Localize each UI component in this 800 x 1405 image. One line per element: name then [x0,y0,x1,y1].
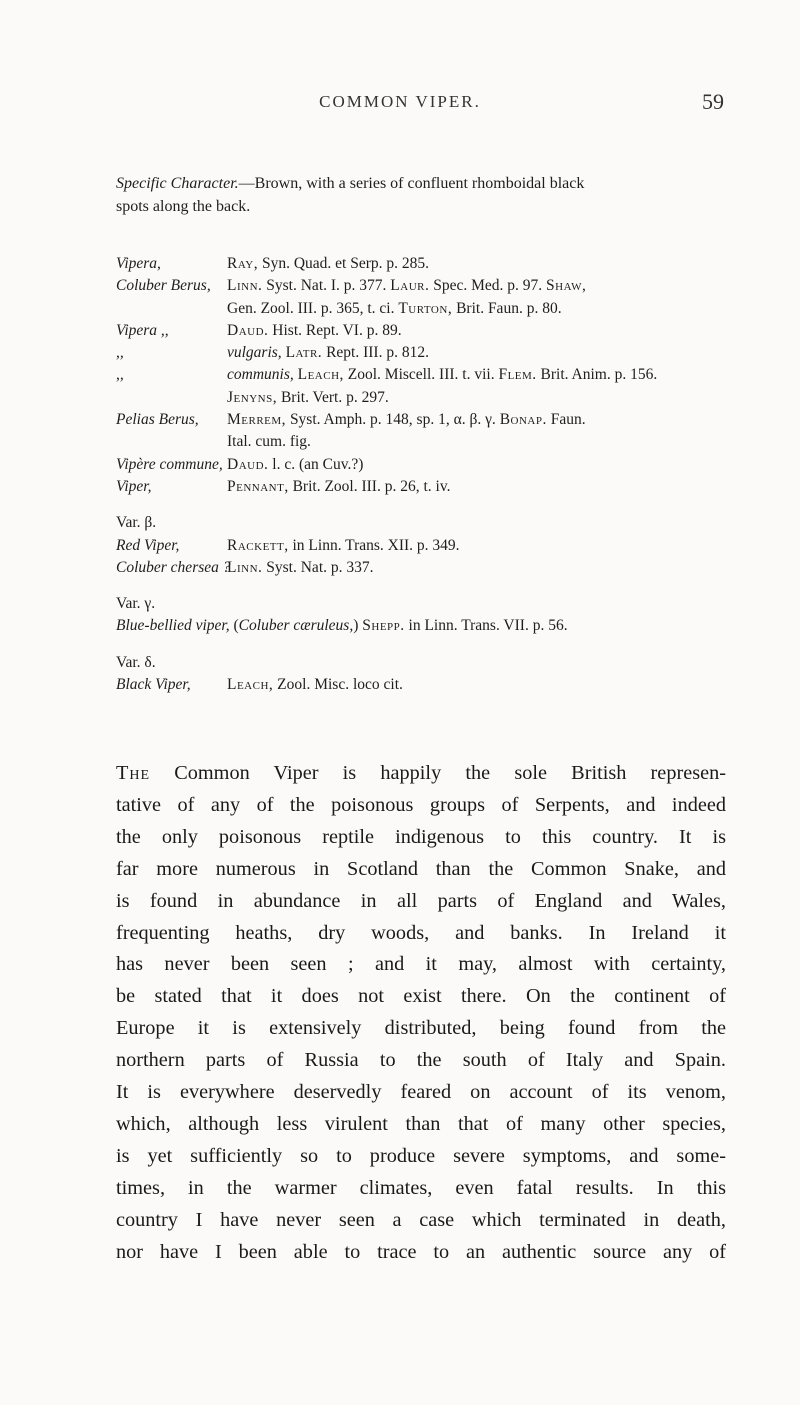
text-line: country I have never seen a case which terminated in death, [116,1208,726,1231]
synonym-entry [116,387,746,409]
text-line: which, although less virulent than that of many other species, [116,1112,726,1135]
synonym-reference [227,298,562,320]
synonym-reference [227,454,363,476]
text-line: times, in the warmer climates, even fatal results. In this [116,1176,726,1199]
synonym-name: Blue-bellied viper, [116,617,230,635]
lead-word: The [116,762,151,784]
specific-character [116,172,716,218]
author-name: Rackett, [227,536,289,554]
running-title: COMMON VIPER. [319,92,481,111]
citation-text: Hist. Rept. VI. p. 89. [268,321,402,339]
specific-character-text: —Brown, with a series of confluent rhomboidal black [238,175,585,192]
synonym-entry [116,298,746,320]
text-line: Europe it is extensively distributed, being found from the [116,1017,726,1040]
text-line: the only poisonous reptile indigenous to this country. It is [116,825,726,848]
citation-text: Syn. Quad. et Serp. p. 285. [258,255,430,272]
synonym-entry [116,320,746,342]
text-line: far more numerous in Scotland than the Common Snake, and [116,857,726,880]
synonym-entry [116,364,746,386]
citation-text: Brit. Anim. p. 156. [536,366,658,384]
body-paragraph [116,758,726,1269]
synonym-reference [227,409,586,431]
synonym-name: Coluber chersea ? [116,558,231,576]
synonym-entry [116,275,746,297]
author-name: Daud. [227,455,269,473]
author-name: Leach, [227,676,274,694]
spacer [116,579,746,593]
synonym-entry [116,476,746,498]
author-name: Flem. [498,366,537,384]
synonym-entry [116,342,746,364]
synonymy-list [116,253,746,696]
citation-text: Syst. Nat. I. p. 377. [262,277,391,295]
text-line: nor have I been able to trace to an authentic source any of [116,1240,726,1263]
synonym-entry [116,615,746,637]
citation-text: Syst. Amph. p. 148, sp. 1, α. β. γ. [286,411,500,429]
synonym-entry [116,557,746,579]
citation-text: Zool. Miscell. III. t. vii. [343,366,499,384]
citation-text: Spec. Med. p. 97. [429,277,547,295]
synonym-name: Vipère commune, [116,455,223,473]
synonym-entry [116,454,746,476]
author-name: Shepp. [362,617,405,635]
author-name: Latr. [285,344,323,362]
citation-text: ) [353,617,363,635]
citation-text: Brit. Vert. p. 297. [277,388,389,406]
synonym-reference [227,253,429,275]
text-line: has never been seen ; and it may, almost with certainty, [116,953,726,976]
synonym-entry [116,674,746,696]
author-name: Laur. [390,277,430,295]
citation-text: ( [233,617,239,635]
text-line: be stated that it does not exist there. On the continent of [116,985,726,1008]
author-name: Daud. [227,321,269,339]
author-name: Ray, [227,255,259,272]
text-line: is found in abundance in all parts of England and Wales, [116,889,726,912]
author-name: Leach, [297,366,344,384]
line-text: Common Viper is happily the sole British represen- [150,762,726,784]
running-head [0,89,800,122]
synonym-name: Coluber Berus, [116,277,211,295]
synonym-entry [116,535,746,557]
citation-text: in Linn. Trans. VII. p. 56. [404,617,568,635]
synonym-reference [227,275,586,297]
synonym-reference [227,476,450,498]
synonym-name: ,, [116,344,124,362]
author-name: Linn. [227,277,263,295]
citation-text: Brit. Zool. III. p. 26, t. iv. [288,477,451,495]
citation-text: Ital. cum. fig. [227,433,311,451]
author-name: Merrem, [227,411,287,429]
specific-character-line-1 [116,172,716,195]
author-name: Turton, [398,299,453,317]
synonym-reference [227,320,402,342]
variety-label: Var. γ. [116,595,156,613]
taxon-epithet: Coluber cæruleus, [238,617,354,635]
text-line: tative of any of the poisonous groups of Serpents, and indeed [116,793,726,816]
synonym-name: ,, [116,366,124,384]
citation-text: Brit. Faun. p. 80. [452,299,562,317]
page-number: 59 [702,89,724,114]
author-name: Pennant, [227,477,289,495]
citation-text: Rept. III. p. 812. [322,344,429,362]
synonym-reference [227,674,403,696]
citation-text: Syst. Nat. p. 337. [262,558,374,576]
synonym-name: Red Viper, [116,536,180,554]
citation-text: Zool. Misc. loco cit. [273,676,403,694]
taxon-epithet: vulgaris, [227,344,286,362]
synonym-reference [234,617,568,634]
citation-text: in Linn. Trans. XII. p. 349. [288,536,460,554]
synonym-reference [227,387,389,409]
synonym-reference [227,535,460,557]
spacer [116,638,746,652]
synonym-name: Viper, [116,477,152,495]
variety-label: Var. β. [116,514,157,532]
text-line: northern parts of Russia to the south of Italy and Spain. [116,1049,726,1072]
synonym-name: Pelias Berus, [116,411,199,429]
synonym-entry [116,431,746,453]
synonym-name: Vipera, [116,255,161,272]
text-line: is yet sufficiently so to produce severe symptoms, and some- [116,1144,726,1167]
taxon-epithet: communis, [227,366,298,384]
citation-text: Faun. [546,411,586,429]
specific-character-label: Specific Character. [116,175,239,192]
synonym-name: Black Viper, [116,676,191,694]
synonym-reference [227,557,374,579]
citation-text: Gen. Zool. III. p. 365, t. ci. [227,299,399,317]
spacer [116,498,746,512]
author-name: Jenyns, [227,388,278,406]
synonym-reference [227,431,311,453]
text-line: frequenting heaths, dry woods, and banks. In Ireland it [116,921,726,944]
text-line [116,758,726,790]
citation-text: l. c. (an Cuv.?) [268,455,364,473]
author-name: Shaw, [546,277,587,295]
synonym-entry [116,409,746,431]
author-name: Linn. [227,558,263,576]
synonym-entry [116,253,746,275]
specific-character-line-2: spots along the back. [116,198,251,215]
synonym-reference [227,364,657,386]
synonym-name: Vipera ,, [116,321,169,339]
author-name: Bonap. [499,411,547,429]
text-line: It is everywhere deservedly feared on account of its venom, [116,1081,726,1104]
synonym-reference [227,342,429,364]
variety-label: Var. δ. [116,653,156,671]
